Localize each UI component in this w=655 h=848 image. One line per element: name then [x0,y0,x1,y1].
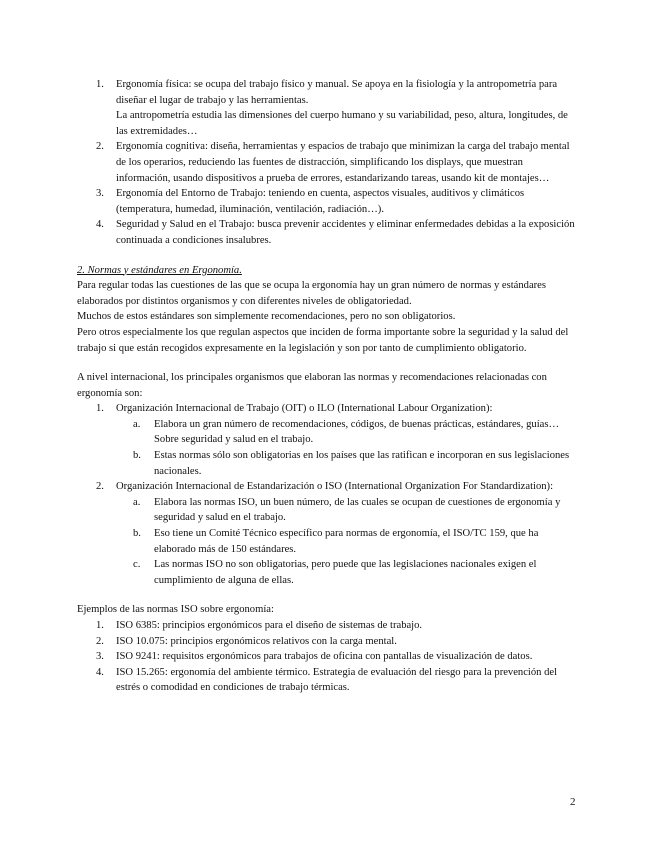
paragraph: Pero otros especialmente los que regulan aspectos que inciden de forma importante sobre la seguridad y la salud del trabajo si que están recogidos expresamente en la legislación y son por tanto de cumplimiento obligatorio. [77,326,569,354]
list-item [77,139,577,186]
list-item [77,618,577,634]
sub-list-text: Elabora un gran número de recomendaciones, códigos, de buenas prácticas, estándares, guías… Sobre seguridad y salud en el trabajo. [154,418,560,446]
list-text: Ergonomía del Entorno de Trabajo: teniendo en cuenta, aspectos visuales, auditivos y climáticos (temperatura, humedad, iluminación, ventilación, radiación…). [116,188,525,215]
list-text: ISO 15.265: ergonomía del ambiente térmico. Estrategia de evaluación del riesgo para la prevención del estrés o comodidad en condiciones de trabajo térmicas. [116,666,558,694]
iso-examples-list [77,618,577,696]
sub-list-item [77,448,577,479]
sub-list-item [77,557,577,588]
paragraph: Para regular todas las cuestiones de las que se ocupa la ergonomía hay un gran número de normas y estándares elaborados por distintos organismos y con diferentes niveles de obligatoriedad. [77,280,547,307]
list-item [77,217,577,248]
list-number: 4. [96,666,104,678]
list-text: Organización Internacional de Estandarización o ISO (International Organization For Standardization): [116,481,554,493]
sub-list-letter: c. [133,559,141,571]
sub-list-item [77,417,577,448]
list-number: 2. [96,141,104,153]
list-number: 3. [96,188,104,200]
list-number: 2. [96,481,104,493]
sub-list-item [77,526,577,557]
list-item [77,401,577,417]
list-text: Ergonomía física: se ocupa del trabajo físico y manual. Se apoya en la fisiología y la antropometría para diseñar el lugar de trabajo y las herramientas. [116,79,558,106]
paragraph: Muchos de estos estándares son simplemente recomendaciones, pero no son obligatorios. [77,311,456,323]
list-number: 1. [96,79,104,90]
organizations-list [77,401,577,588]
list-number: 3. [96,651,104,663]
sub-list-text: Elabora las normas ISO, un buen número, de las cuales se ocupan de cuestiones de ergonomía y seguridad y salud en el trabajo. [154,496,561,524]
sub-list-text: Estas normas sólo son obligatorias en los países que las ratifican e incorporan en sus legislaciones nacionales. [154,450,570,477]
list-item [77,186,577,217]
sub-list-text: Las normas ISO no son obligatorias, pero puede que las legislaciones nacionales exigen el cumplimiento de alguna de ellas. [154,559,537,586]
sub-list-letter: a. [133,418,141,430]
list-extra: La antropometría estudia las dimensiones del cuerpo humano y su variabilidad, peso, altura, longitudes, de las extremidades… [116,110,568,137]
list-item [77,665,577,696]
ergonomy-types-list [77,77,577,249]
page-number: 2 [570,796,576,808]
list-text: Seguridad y Salud en el Trabajo: busca prevenir accidentes y eliminar enfermedades debidas a la exposición continuada a condiciones insalubres. [116,219,575,246]
list-item [77,634,577,650]
section-heading: 2. Normas y estándares en Ergonomía. [77,264,242,276]
sub-list-letter: a. [133,496,141,508]
list-number: 2. [96,635,104,647]
list-item [77,649,577,665]
list-item [77,479,577,495]
list-number: 1. [96,403,104,415]
sub-list-letter: b. [133,450,141,462]
paragraph: Ejemplos de las normas ISO sobre ergonomía: [77,604,274,616]
list-text: ISO 6385: principios ergonómicos para el diseño de sistemas de trabajo. [116,620,423,631]
page-content [77,77,577,696]
list-text: Ergonomía cognitiva: diseña, herramientas y espacios de trabajo que minimizan la carga del trabajo mental de los operarios, reduciendo las fuentes de distracción, simplificando los displays, que muestran información, usando dispositivos a prueba de errores, estandarizando tareas, usando kit de montajes… [116,141,570,184]
list-text: ISO 9241: requisitos ergonómicos para trabajos de oficina con pantallas de visualización de datos. [116,651,533,663]
sub-list-item [77,495,577,526]
sub-list-text: Eso tiene un Comité Técnico específico para normas de ergonomía, el ISO/TC 159, que ha elaborado más de 150 estándares. [154,528,539,555]
list-number: 1. [96,620,104,631]
list-item [77,77,577,139]
list-number: 4. [96,219,104,231]
sub-list-letter: b. [133,528,141,540]
paragraph: A nivel internacional, los principales organismos que elaboran las normas y recomendaciones relacionadas con ergonomía son: [77,372,547,399]
list-text: ISO 10.075: principios ergonómicos relativos con la carga mental. [116,635,397,647]
list-text: Organización Internacional de Trabajo (OIT) o ILO (International Labour Organization): [116,403,493,415]
